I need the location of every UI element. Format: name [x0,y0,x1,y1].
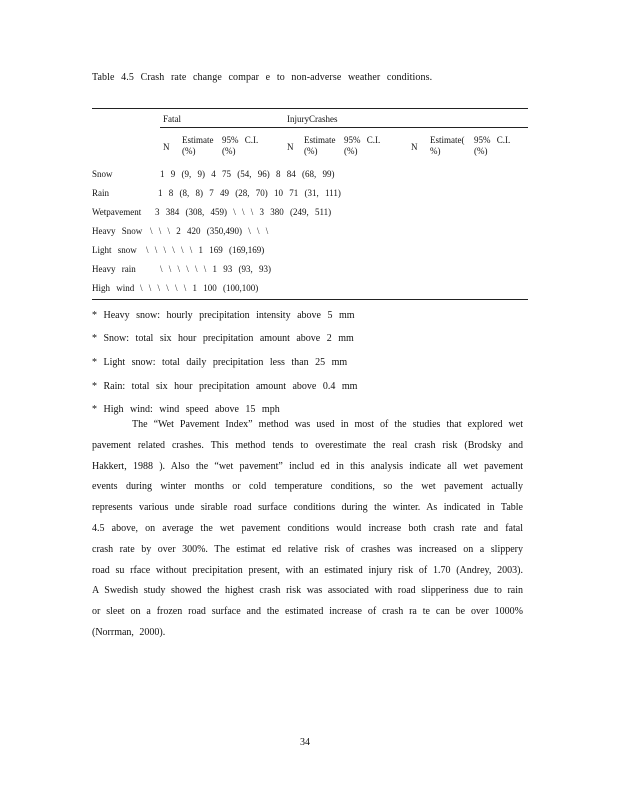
page-number: 34 [300,737,310,748]
paragraph-text: The “Wet Pavement Index” method was used in most of the studies that explored wet pavement related crashes. This method tends to overestimate the real crash risk (Brodsky and Hakkert, 1988 ). Also the “wet pavement” includ ed in this analysis indicate all wet pavement events during winter months or cold temperature conditions, so the wet pavement actually represents various unde sirable road surface conditions during the winter. As indicated in Table 4.5 above, on average the wet pavement conditions would increase both crash rate and fatal crash rate by over 300%. The estimat ed relative risk of crashes was increased on a slippery road su rface without precipitation present, with an estimated injury risk of 1.70 (Andrey, 2003). A Swedish study showed the highest crash risk was associated with road slipperiness due to rain or sleet on a frozen road surface and the estimated increase of crash ra te can be over 1000% (Norrman, 2000). [92,419,523,638]
header-n-1: N [163,142,170,152]
header-fatal: Fatal [163,114,181,124]
row-data-light-snow: \ \ \ \ \ \ 1 169 (169,169) [146,245,265,255]
header-underline [160,127,528,128]
row-label-light-snow: Light snow [92,245,137,255]
row-label-wet-pavement: Wetpavement [92,207,142,217]
table-top-rule [92,108,528,109]
row-data-snow: 1 9 (9, 9) 4 75 (54, 96) 8 84 (68, 99) [160,169,335,179]
row-label-high-wind: High wind [92,283,135,293]
note-heavy-snow: * Heavy snow: hourly precipitation intensity above 5 mm [92,310,355,321]
header-estimate-2: Estimate (%) [304,135,336,156]
header-ci-3: 95% C.I. (%) [474,135,511,156]
row-label-heavy-rain: Heavy rain [92,264,136,274]
body-paragraph [92,415,523,644]
note-light-snow: * Light snow: total daily precipitation less than 25 mm [92,357,348,368]
row-data-heavy-rain: \ \ \ \ \ \ 1 93 (93, 93) [160,264,271,274]
header-n-2: N [287,142,294,152]
table-bottom-rule [92,299,528,300]
row-data-rain: 1 8 (8, 8) 7 49 (28, 70) 10 71 (31, 111) [158,188,341,198]
row-label-heavy-snow: Heavy Snow [92,226,143,236]
header-estimate-3: Estimate( %) [430,135,465,156]
note-snow: * Snow: total six hour precipitation amount above 2 mm [92,333,354,344]
row-data-heavy-snow: \ \ \ 2 420 (350,490) \ \ \ [150,226,269,236]
header-injury-crashes: InjuryCrashes [287,114,338,124]
row-label-snow: Snow [92,169,113,179]
row-label-rain: Rain [92,188,109,198]
header-n-3: N [411,142,418,152]
note-rain: * Rain: total six hour precipitation amount above 0.4 mm [92,381,358,392]
header-estimate-1: Estimate (%) [182,135,214,156]
table-caption: Table 4.5 Crash rate change compar e to non-adverse weather conditions. [92,72,433,83]
header-ci-2: 95% C.I. (%) [344,135,381,156]
note-high-wind: * High wind: wind speed above 15 mph [92,404,280,415]
header-ci-1: 95% C.I. (%) [222,135,259,156]
row-data-wet-pavement: 3 384 (308, 459) \ \ \ 3 380 (249, 511) [155,207,332,217]
row-data-high-wind: \ \ \ \ \ \ 1 100 (100,100) [140,283,259,293]
